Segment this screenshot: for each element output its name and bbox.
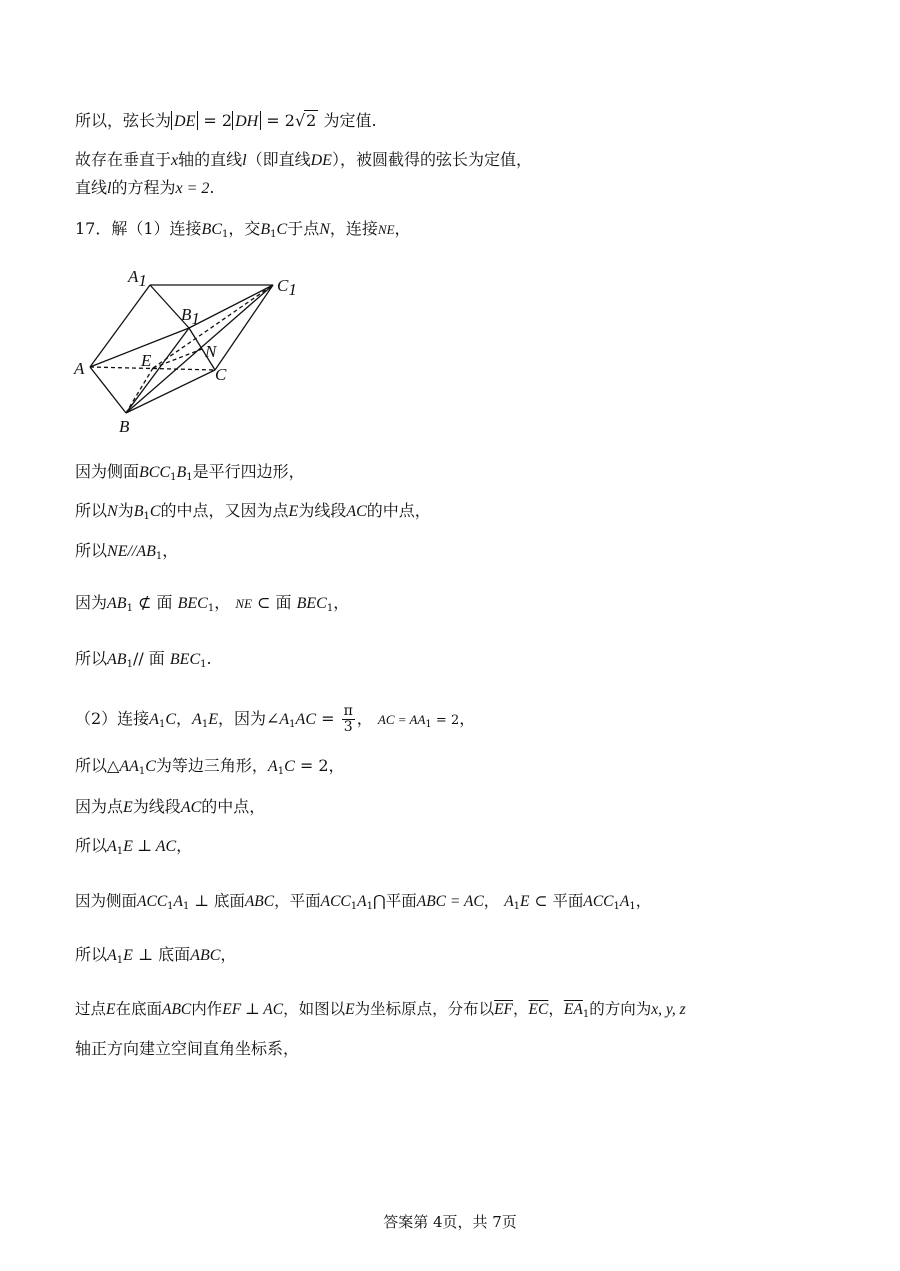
prism-figure [70, 262, 310, 437]
fraction: $\frac{\pi}{3}$ [343, 703, 353, 735]
text-line: 所以$AB_1//$ 面 $BEC_1$. [75, 649, 212, 670]
text-line: 因为侧面$BCC_1B_1$是平行四边形， [75, 462, 305, 483]
text-line: 所以N为$B_1C$的中点，又因为点E为线段AC的中点， [75, 501, 431, 522]
text-line: 所以，弦长为 DE = 2 DH = 2√2 为定值. [75, 111, 377, 130]
text-line: 过点E在底面ABC内作EF ⊥ AC，如图以E为坐标原点，分布以$\overline{EF}$，$\overline{EC}$，$\overline{EA}_1$的方向为x, y, z [75, 1000, 686, 1020]
text-line: 轴正方向建立空间直角坐标系， [75, 1039, 300, 1058]
label-a1: A1 [128, 267, 147, 290]
edge-e-n-hidden [153, 349, 202, 368]
edge-b-c [126, 370, 215, 413]
label-b: B [119, 417, 130, 436]
label-c1: C1 [277, 276, 297, 299]
edge-a-b [90, 367, 126, 413]
text-line: 所以$\triangle AA_1C$为等边三角形，$A_1C = 2$， [75, 756, 345, 777]
text-line: 因为侧面$ACC_1A_1$ ⊥ 底面ABC，平面$ACC_1A_1⋂$平面ABC = AC， $A_1E$ ⊂ 平面$ACC_1A_1$， [75, 892, 652, 912]
text-line: 因为$AB_1$ ⊄ 面 $BEC_1$， NE ⊂ 面 $BEC_1$， [75, 593, 350, 614]
text-line: 所以$A_1E$ ⊥ AC， [75, 836, 193, 857]
label-a: A [74, 359, 85, 378]
label-n: N [205, 342, 217, 361]
text-line: 直线l的方程为x = 2. [75, 178, 215, 197]
page-footer: 答案第 4页，共 7页 [383, 1213, 517, 1231]
text-line: 所以$A_1E$ ⊥ 底面ABC， [75, 945, 237, 966]
label-e: E [141, 351, 152, 370]
text-line: 所以$NE//AB_1$， [75, 541, 179, 562]
text-line: 因为点E为线段AC的中点， [75, 797, 266, 816]
text-line: （2）连接$A_1C$，$A_1E$，因为$\angle A_1AC$ = $\frac{\pi}{3}$ ， AC = $AA_1 = 2$， [75, 703, 476, 735]
label-b1: B1 [181, 305, 200, 328]
text-line: 故存在垂直于x轴的直线l（即直线DE），被圆截得的弦长为定值， [75, 150, 532, 169]
text-line: 17．解（1）连接$BC_1$，交$B_1C$于点N，连接NE， [75, 219, 411, 240]
edge-b-c1 [126, 285, 273, 413]
label-c: C [215, 365, 227, 384]
